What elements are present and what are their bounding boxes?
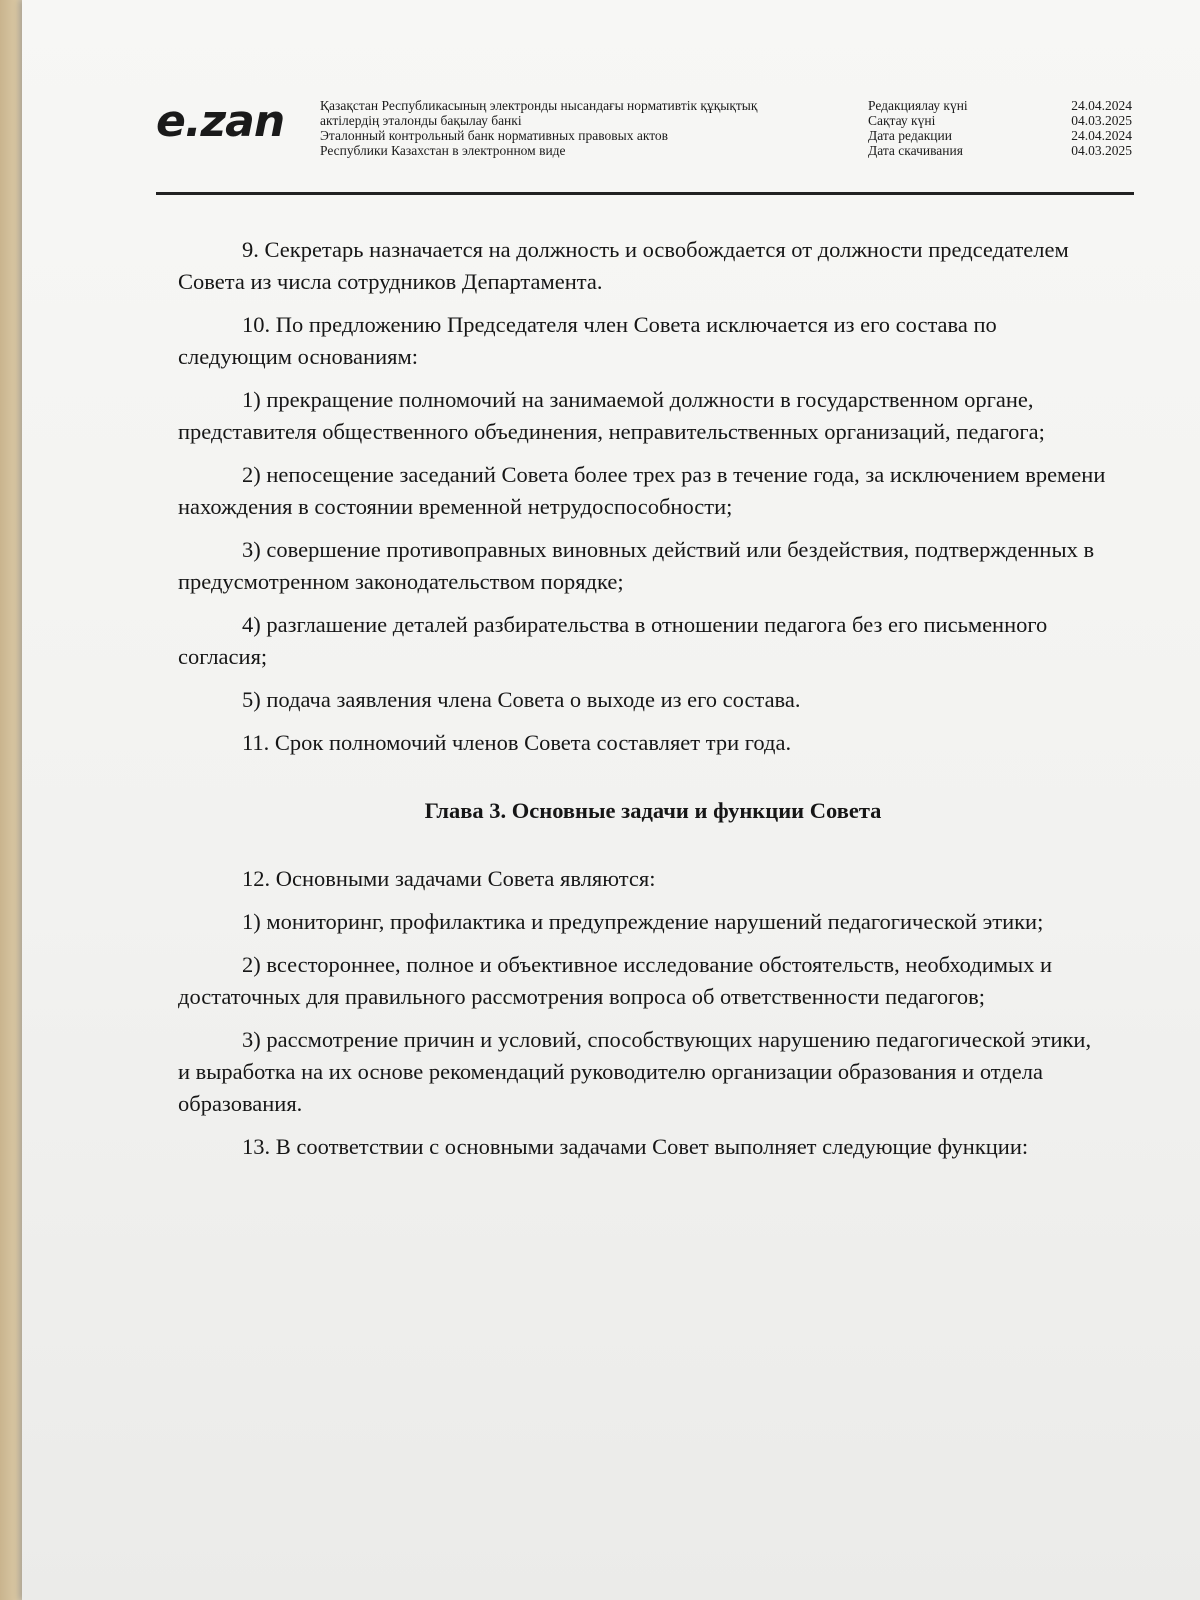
ezan-logo: e.zan	[156, 96, 285, 147]
meta-value: 04.03.2025	[1071, 143, 1132, 158]
header-divider	[156, 192, 1134, 195]
meta-row	[868, 98, 1132, 113]
paragraph-10-item-5: 5) подача заявления члена Совета о выходе из его состава.	[242, 687, 801, 712]
header-title-line: актілердің эталонды бақылау банкі	[320, 113, 522, 128]
meta-value: 24.04.2024	[1071, 98, 1132, 113]
chapter-heading: Глава 3. Основные задачи и функции Совета	[424, 798, 882, 823]
document-header	[150, 92, 1132, 192]
meta-row	[868, 113, 1132, 128]
paragraph-9: 9. Секретарь назначается на должность и освобождается от должности председателем Совета из числа сотрудников Департамента.	[178, 237, 1069, 294]
paragraph-10: 10. По предложению Председателя член Совета исключается из его состава по следующим основаниям:	[178, 312, 997, 369]
meta-label: Редакциялау күні	[868, 98, 968, 113]
header-title-line: Қазақстан Республикасының электронды нысандағы нормативтік құқықтық	[320, 98, 758, 113]
paragraph-10-item-3: 3) совершение противоправных виновных действий или бездействия, подтвержденных в предусмотренном законодательством порядке;	[178, 537, 1095, 594]
meta-label: Дата скачивания	[868, 143, 963, 158]
paragraph-10-item-2: 2) непосещение заседаний Совета более трех раз в течение года, за исключением времени нахождения в состоянии временной нетрудоспособности;	[178, 462, 1106, 519]
paragraph-12-item-1: 1) мониторинг, профилактика и предупреждение нарушений педагогической этики;	[242, 909, 1044, 934]
meta-value: 04.03.2025	[1071, 113, 1132, 128]
header-title-line: Республики Казахстан в электронном виде	[320, 143, 566, 158]
paragraph-10-item-4: 4) разглашение деталей разбирательства в отношении педагога без его письменного согласия;	[178, 612, 1048, 669]
meta-row	[868, 143, 1132, 158]
header-title-line: Эталонный контрольный банк нормативных правовых актов	[320, 128, 669, 143]
paragraph-12: 12. Основными задачами Совета являются:	[242, 866, 656, 891]
meta-label: Дата редакции	[868, 128, 952, 143]
paragraph-11: 11. Срок полномочий членов Совета составляет три года.	[242, 730, 792, 755]
paragraph-10-item-1: 1) прекращение полномочий на занимаемой должности в государственном органе, представителя общественного объединения, неправительственных организаций, педагога;	[178, 387, 1045, 444]
meta-value: 24.04.2024	[1071, 128, 1132, 143]
header-titles	[320, 98, 840, 158]
header-dates	[868, 98, 1132, 158]
document-body	[178, 234, 1108, 1174]
meta-row	[868, 128, 1132, 143]
paragraph-12-item-2: 2) всестороннее, полное и объективное исследование обстоятельств, необходимых и достаточных для правильного рассмотрения вопроса об ответственности педагогов;	[178, 952, 1053, 1009]
paragraph-12-item-3: 3) рассмотрение причин и условий, способствующих нарушению педагогической этики, и выработка на их основе рекомендаций руководителю организации образования и отдела образования.	[178, 1027, 1092, 1116]
paragraph-13: 13. В соответствии с основными задачами Совет выполняет следующие функции:	[242, 1134, 1029, 1159]
meta-label: Сақтау күні	[868, 113, 936, 128]
